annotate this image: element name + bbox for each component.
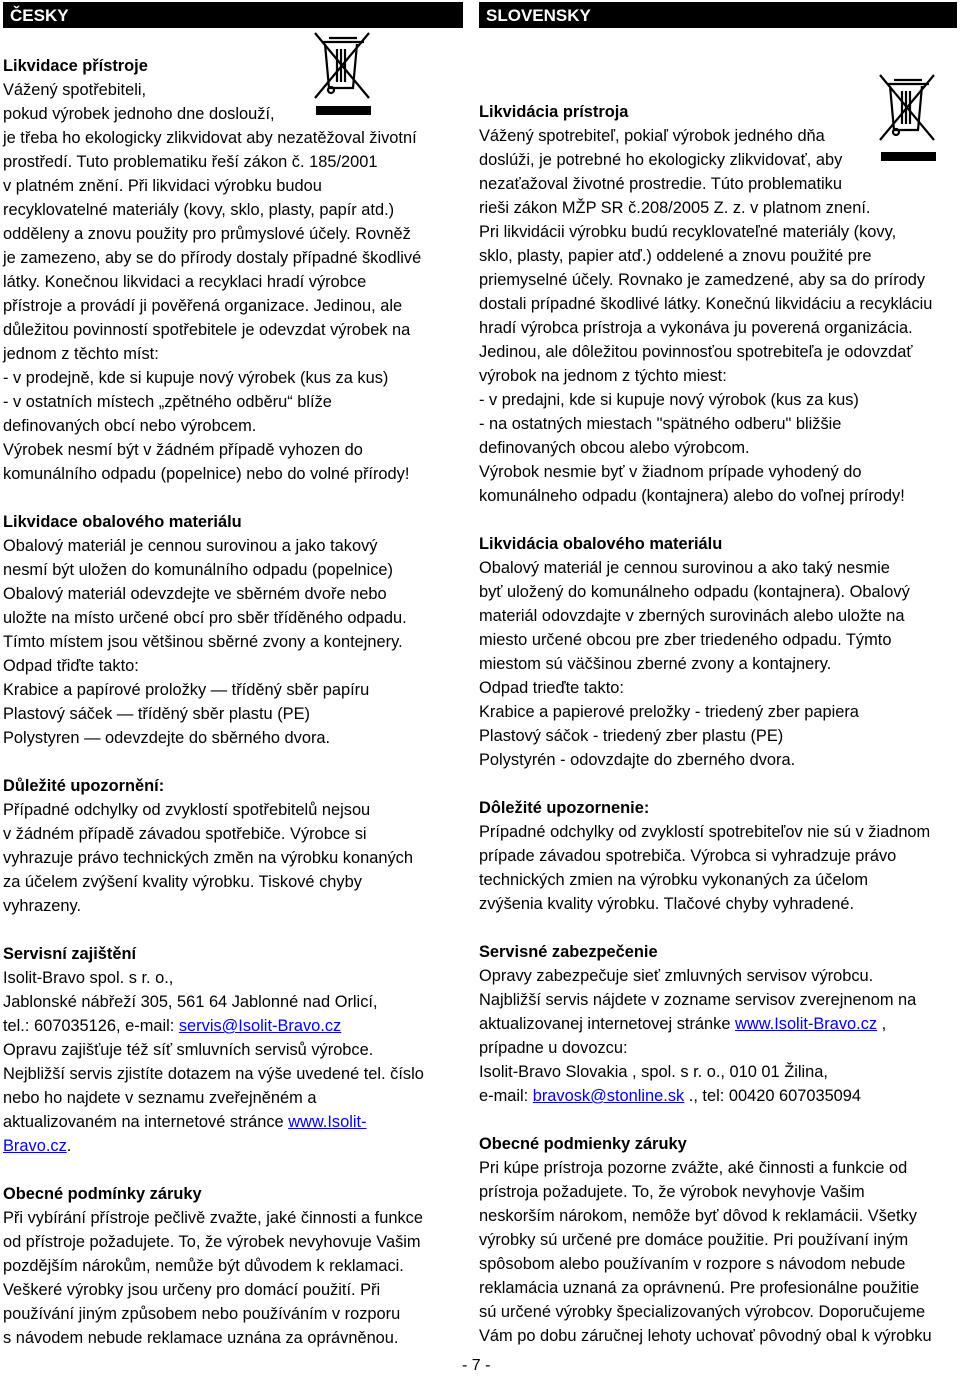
packaging-section-sk bbox=[479, 532, 957, 772]
text-line: neskorším nárokom, nemôže byť dôvod k reklamácii. Všetky bbox=[479, 1207, 917, 1225]
text-line: Plastový sáček — tříděný sběr plastu (PE) bbox=[3, 705, 310, 723]
language-header-slovak: SLOVENSKY bbox=[479, 2, 957, 28]
text-line: materiál odovzdajte v zberných surovinách alebo uložte na bbox=[479, 607, 905, 625]
warranty-section-sk bbox=[479, 1132, 957, 1348]
disposal-section-cz bbox=[3, 54, 463, 486]
text-line: Při vybírání přístroje pečlivě zvažte, jaké činnosti a funkce bbox=[3, 1209, 423, 1227]
text-line: komunálneho odpadu (kontajnera) alebo do voľnej prírody! bbox=[479, 487, 905, 505]
text-line: miesto určené obcou pre zber triedeného odpadu. Týmto bbox=[479, 631, 892, 649]
notice-section-sk bbox=[479, 796, 957, 916]
text-line: Obalový materiál je cennou surovinou a jako takový bbox=[3, 537, 378, 555]
text-line: Prípadné odchylky od zvyklostí spotrebiteľov nie sú v žiadnom bbox=[479, 823, 931, 841]
text-line: - v predajni, kde si kupuje nový výrobok (kus za kus) bbox=[479, 391, 859, 409]
section-title: Likvidace přístroje bbox=[3, 57, 148, 75]
text-line: nebo ho najdete v seznamu zveřejněném a bbox=[3, 1089, 317, 1107]
text-line: reklamácia uznaná za oprávnenú. Pre profesionálne použitie bbox=[479, 1279, 920, 1297]
text-line: spôsobom alebo používaním v rozpore s návodom nebude bbox=[479, 1255, 906, 1273]
notice-section-cz bbox=[3, 774, 463, 918]
text-line: zvýšenia kvality výrobku. Tlačové chyby vyhradené. bbox=[479, 895, 855, 913]
text-line: Opravy zabezpečuje sieť zmluvných servisov výrobcu. bbox=[479, 967, 874, 985]
text-line: v platném znění. Při likvidaci výrobku budou bbox=[3, 177, 322, 195]
text-line: Plastový sáčok - triedený zber plastu (PE) bbox=[479, 727, 784, 745]
section-title: Likvidácia prístroja bbox=[479, 103, 629, 121]
text-line: Krabice a papierové preložky - triedený zber papiera bbox=[479, 703, 859, 721]
text-line: prípadne u dovozcu: bbox=[479, 1039, 628, 1057]
text-line: definovaných obcí nebo výrobcem. bbox=[3, 417, 257, 435]
text-line: důležitou povinností spotřebitele je odevzdat výrobek na bbox=[3, 321, 411, 339]
crossed-out-wheelie-bin-icon bbox=[312, 30, 374, 118]
text-line: pozdějším nárokům, nemůže být důvodem k reklamaci. bbox=[3, 1257, 404, 1275]
text-line: vyhrazuje právo technických změn na výrobku konaných bbox=[3, 849, 413, 867]
text-line: nezaťažoval životné prostredie. Túto problematiku bbox=[479, 175, 842, 193]
text-line: Výrobok nesmie byť v žiadnom prípade vyhodený do bbox=[479, 463, 862, 481]
language-header-czech: ČESKY bbox=[3, 2, 463, 28]
website-link-continued[interactable]: Bravo.cz bbox=[3, 1137, 67, 1155]
text-line: s návodem nebude reklamace uznána za oprávněnou. bbox=[3, 1329, 399, 1347]
text-line: vyhrazeny. bbox=[3, 897, 82, 915]
text-line: přístroje a provádí ji pověřená organizace. Jedinou, ale bbox=[3, 297, 403, 315]
text-line: rieši zákon MŽP SR č.208/2005 Z. z. v platnom znení. bbox=[479, 199, 871, 217]
text-line: Vážený spotřebiteli, bbox=[3, 81, 147, 99]
text-line: Opravu zajišťuje též síť smluvních servisů výrobce. bbox=[3, 1041, 374, 1059]
contact-line: e-mail: bravosk@stonline.sk ., tel: 00420 607035094 bbox=[479, 1087, 862, 1105]
text-line: - v ostatních místech „zpětného odběru“ blíže bbox=[3, 393, 332, 411]
text-line: výrobok na jednom z týchto miest: bbox=[479, 367, 727, 385]
text-line: za účelem zvýšení kvality výrobku. Tiskové chyby bbox=[3, 873, 362, 891]
url-prefix: aktualizovaném na internetové stránce bbox=[3, 1113, 289, 1131]
website-link[interactable]: www.Isolit- bbox=[288, 1113, 367, 1131]
text-line: priemyselné účely. Rovnako je zamedzené, aby sa do prírody bbox=[479, 271, 926, 289]
text-line: Vám po dobu záručnej lehoty uchovať pôvodný obal k výrobku bbox=[479, 1327, 932, 1345]
text-line: Obalový materiál je cennou surovinou a ako taký nesmie bbox=[479, 559, 890, 577]
slovak-column bbox=[479, 0, 957, 1348]
warranty-section-cz bbox=[3, 1182, 463, 1350]
text-line: od přístroje požadujete. To, že výrobek nevyhovuje Vašim bbox=[3, 1233, 421, 1251]
section-title: Likvidace obalového materiálu bbox=[3, 513, 242, 531]
importer-address: Isolit-Bravo Slovakia , spol. s r. o., 010 01 Žilina, bbox=[479, 1063, 828, 1081]
text-line: nesmí být uložen do komunálního odpadu (popelnice) bbox=[3, 561, 393, 579]
text-line: Pri likvidácii výrobku budú recyklovateľné materiály (kovy, bbox=[479, 223, 897, 241]
text-line: sú určené výrobky špecializovaných výrobcov. Doporučujeme bbox=[479, 1303, 926, 1321]
company-name: Isolit-Bravo spol. s r. o., bbox=[3, 969, 174, 987]
text-line: Polystyren — odevzdejte do sběrného dvora. bbox=[3, 729, 331, 747]
contact-line bbox=[3, 1014, 463, 1038]
text-line: pokud výrobek jednoho dne doslouží, bbox=[3, 105, 275, 123]
text-line: uložte na místo určené obcí pro sběr tříděného odpadu. bbox=[3, 609, 407, 627]
section-title: Dôležité upozornenie: bbox=[479, 799, 650, 817]
text-line: Jedinou, ale dôležitou povinnosťou spotrebiteľa je odovzdať bbox=[479, 343, 913, 361]
section-title: Obecné podmínky záruky bbox=[3, 1185, 202, 1203]
section-title: Servisné zabezpečenie bbox=[479, 943, 658, 961]
packaging-section-cz bbox=[3, 510, 463, 750]
text-line: technických zmien na výrobku vykonaných za účelom bbox=[479, 871, 869, 889]
text-line: Vážený spotrebiteľ, pokiaľ výrobok jedného dňa bbox=[479, 127, 825, 145]
section-title: Likvidácia obalového materiálu bbox=[479, 535, 723, 553]
text-line: Krabice a papírové proložky — tříděný sběr papíru bbox=[3, 681, 370, 699]
text-line: Nejbližší servis zjistíte dotazem na výše uvedené tel. číslo bbox=[3, 1065, 424, 1083]
text-line: komunálního odpadu (popelnice) nebo do volné přírody! bbox=[3, 465, 410, 483]
text-line: Tímto místem jsou většinou sběrné zvony a kontejnery. bbox=[3, 633, 403, 651]
text-line: recyklovatelné materiály (kovy, sklo, plasty, papír atd.) bbox=[3, 201, 395, 219]
text-line: jednom z těchto míst: bbox=[3, 345, 159, 363]
crossed-out-wheelie-bin-icon bbox=[877, 72, 939, 164]
text-line: prípade závadou spotrebiča. Výrobca si vyhradzuje právo bbox=[479, 847, 897, 865]
text-line: aktualizovanej internetovej stránke www.Isolit-Bravo.cz , bbox=[479, 1015, 887, 1033]
text-line: doslúži, je potrebné ho ekologicky zlikvidovať, aby bbox=[479, 151, 843, 169]
company-address: Jablonské nábřeží 305, 561 64 Jablonné nad Orlicí, bbox=[3, 993, 378, 1011]
page-number: - 7 - bbox=[462, 1357, 491, 1374]
text-line: - v prodejně, kde si kupuje nový výrobek (kus za kus) bbox=[3, 369, 389, 387]
text-line: výrobky sú určené pre domáce použitie. Pri používaní iným bbox=[479, 1231, 909, 1249]
czech-column bbox=[3, 0, 463, 1350]
text-line: definovaných obcou alebo výrobcom. bbox=[479, 439, 750, 457]
text-line: Případné odchylky od zvyklostí spotřebitelů nejsou bbox=[3, 801, 371, 819]
text-line bbox=[3, 1110, 463, 1134]
text-line: Výrobek nesmí být v žádném případě vyhozen do bbox=[3, 441, 363, 459]
section-title: Obecné podmienky záruky bbox=[479, 1135, 687, 1153]
text-line: hradí výrobca prístroja a vykonáva ju poverená organizácia. bbox=[479, 319, 913, 337]
text-line: prístroja požadujete. To, že výrobok nevyhovje Vašim bbox=[479, 1183, 865, 1201]
text-line: Odpad trieďte takto: bbox=[479, 679, 624, 697]
text-line: miestom sú väčšinou zberné zvony a kontajnery. bbox=[479, 655, 832, 673]
text-line: používání jiným způsobem nebo používáním v rozporu bbox=[3, 1305, 401, 1323]
section-title: Servisní zajištění bbox=[3, 945, 137, 963]
text-line: Pri kúpe prístroja pozorne zvážte, aké činnosti a funkcie od bbox=[479, 1159, 908, 1177]
service-section-cz bbox=[3, 942, 463, 1158]
text-line: sklo, plasty, papier atď.) oddelené a znovu použité pre bbox=[479, 247, 872, 265]
text-line: je třeba ho ekologicky zlikvidovat aby nezatěžoval životní bbox=[3, 129, 417, 147]
text-line: Bravo.cz. bbox=[3, 1137, 72, 1155]
section-title: Důležité upozornění: bbox=[3, 777, 165, 795]
text-line: dostali prípadné škodlivé látky. Konečnú likvidáciu a recykláciu bbox=[479, 295, 933, 313]
text-line: Polystyrén - odovzdajte do zberného dvora. bbox=[479, 751, 796, 769]
text-line: v žádném případě závadou spotřebiče. Výrobce si bbox=[3, 825, 367, 843]
text-line: Veškeré výrobky jsou určeny pro domácí použití. Při bbox=[3, 1281, 381, 1299]
tel-text: tel.: 607035126, e-mail: bbox=[3, 1017, 179, 1035]
text-line: Odpad třiďte takto: bbox=[3, 657, 139, 675]
website-link[interactable]: www.Isolit-Bravo.cz bbox=[735, 1015, 878, 1033]
text-line: - na ostatných miestach "spätného odberu" bližšie bbox=[479, 415, 842, 433]
text-line: Obalový materiál odevzdejte ve sběrném dvoře nebo bbox=[3, 585, 387, 603]
text-line: látky. Konečnou likvidaci a recyklaci hradí výrobce bbox=[3, 273, 367, 291]
text-line: je zamezeno, aby se do přírody dostaly případné škodlivé bbox=[3, 249, 422, 267]
text-line: prostředí. Tuto problematiku řeší zákon č. 185/2001 bbox=[3, 153, 378, 171]
text-line: odděleny a znovu použity pro průmyslové účely. Rovněž bbox=[3, 225, 411, 243]
text-line: Najbližší servis nájdete v zozname servisov zverejnenom na bbox=[479, 991, 917, 1009]
text-line: byť uložený do komunálneho odpadu (kontajnera). Obalový bbox=[479, 583, 910, 601]
email-link[interactable]: servis@Isolit-Bravo.cz bbox=[178, 1017, 342, 1035]
service-section-sk bbox=[479, 940, 957, 1108]
email-link[interactable]: bravosk@stonline.sk bbox=[532, 1087, 685, 1105]
